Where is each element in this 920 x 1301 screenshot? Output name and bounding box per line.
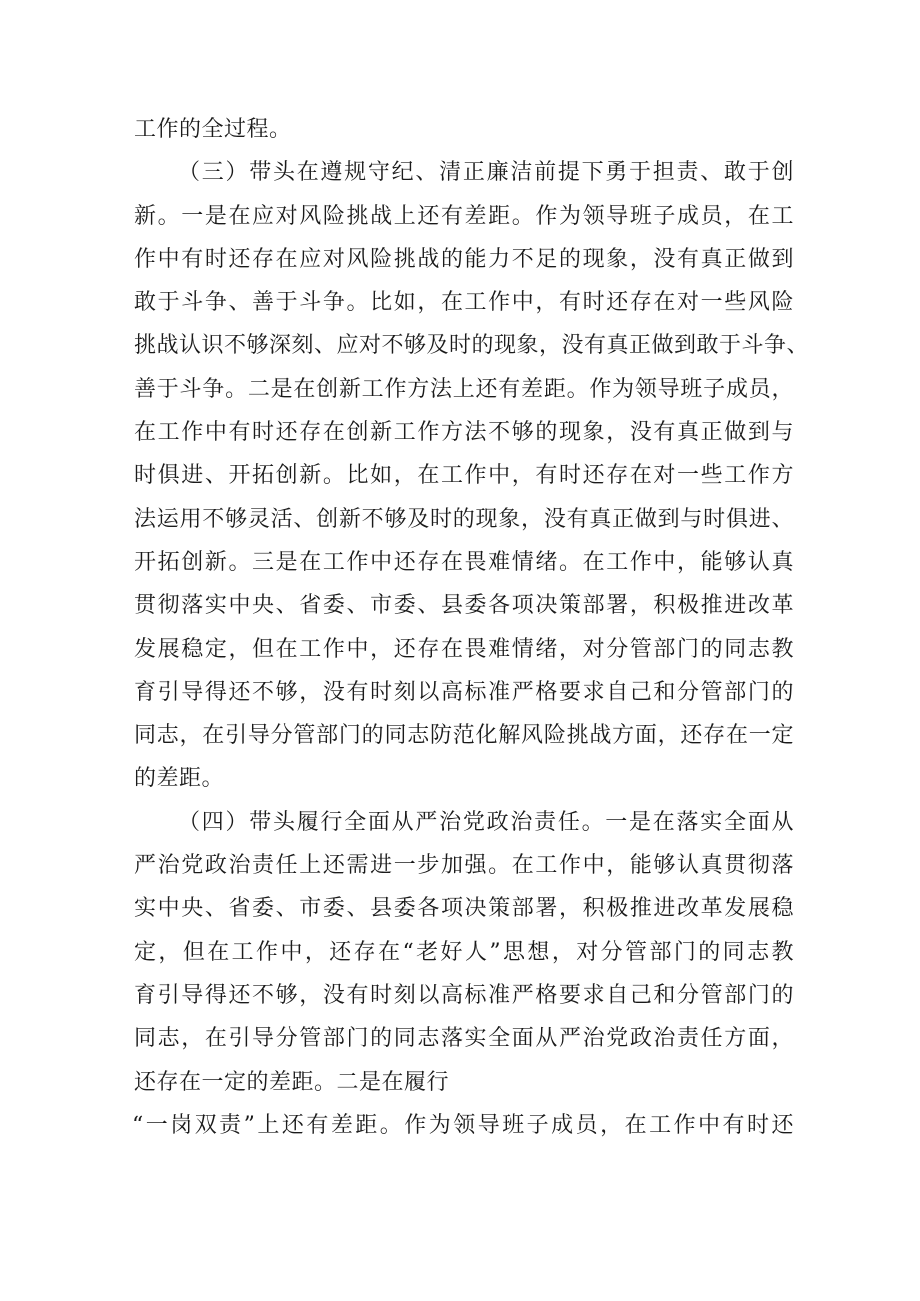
text-line: 法运用不够灵活、创新不够及时的现象，没有真正做到与时俱进、 xyxy=(134,506,794,532)
text-line: 育引导得还不够，没有时刻以高标准严格要求自己和分管部门的 xyxy=(134,679,794,705)
text-line: （四）带头履行全面从严治党政治责任。一是在落实全面从 xyxy=(178,809,794,835)
text-line: 在工作中有时还存在创新工作方法不够的现象，没有真正做到与 xyxy=(134,420,794,446)
text-line: 同志，在引导分管部门的同志落实全面从严治党政治责任方面， xyxy=(134,1026,794,1052)
text-line: 发展稳定，但在工作中，还存在畏难情绪，对分管部门的同志教 xyxy=(134,636,794,662)
text-line: 善于斗争。二是在创新工作方法上还有差距。作为领导班子成员， xyxy=(134,376,794,402)
text-line: “一岗双责”上还有差距。作为领导班子成员，在工作中有时还 xyxy=(132,1112,794,1138)
text-line: （三）带头在遵规守纪、清正廉洁前提下勇于担责、敢于创 xyxy=(178,160,794,186)
text-line: 同志，在引导分管部门的同志防范化解风险挑战方面，还存在一定 xyxy=(134,723,794,749)
text-line: 敢于斗争、善于斗争。比如，在工作中，有时还存在对一些风险 xyxy=(134,290,794,316)
text-line: 实中央、省委、市委、县委各项决策部署，积极推进改革发展稳 xyxy=(134,896,794,922)
text-line: 贯彻落实中央、省委、市委、县委各项决策部署，积极推进改革 xyxy=(134,593,794,619)
text-line: 挑战认识不够深刻、应对不够及时的现象，没有真正做到敢于斗争、 xyxy=(134,333,810,359)
document-body xyxy=(132,108,810,1147)
text-line: 定，但在工作中，还存在“老好人”思想，对分管部门的同志教 xyxy=(134,939,794,965)
text-line: 还存在一定的差距。二是在履行 xyxy=(134,1069,450,1095)
text-line: 时俱进、开拓创新。比如，在工作中，有时还存在对一些工作方 xyxy=(134,463,794,489)
text-line: 工作的全过程。 xyxy=(134,117,292,142)
text-line: 严治党政治责任上还需进一步加强。在工作中，能够认真贯彻落 xyxy=(134,853,794,879)
text-line: 育引导得还不够，没有时刻以高标准严格要求自己和分管部门的 xyxy=(134,982,794,1008)
text-line: 作中有时还存在应对风险挑战的能力不足的现象，没有真正做到 xyxy=(134,246,794,272)
text-line: 开拓创新。三是在工作中还存在畏难情绪。在工作中，能够认真 xyxy=(134,549,794,575)
text-line: 的差距。 xyxy=(134,766,225,792)
text-line: 新。一是在应对风险挑战上还有差距。作为领导班子成员，在工 xyxy=(134,203,794,229)
